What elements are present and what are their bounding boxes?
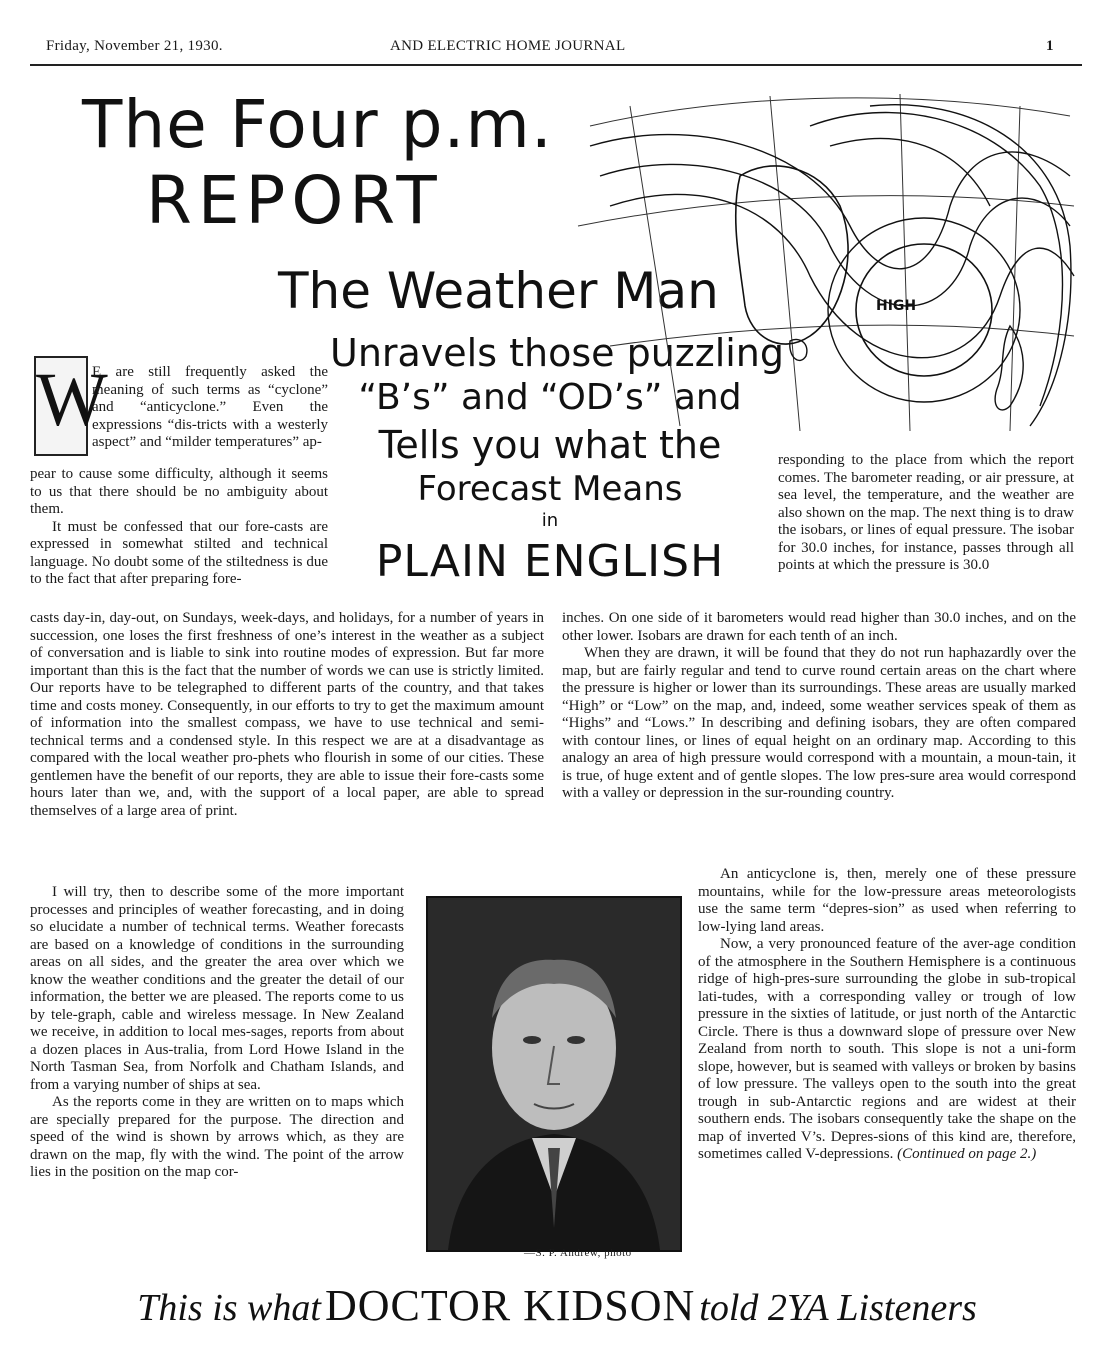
article-text (698, 936, 1076, 1164)
isobar-line (600, 164, 1070, 306)
weather-map (570, 86, 1078, 438)
page-header (38, 38, 1078, 62)
deck-line-5: in (541, 510, 559, 531)
deck-line-1: Unravels those puzzling (330, 331, 785, 375)
isobar-line (610, 194, 1074, 357)
footer-banner (0, 1281, 1114, 1330)
map-longitude-line (770, 96, 800, 431)
portrait-drawing (428, 898, 680, 1250)
article-text-span: Now, a very pronounced feature of the aver-age condition of the atmosphere in the Southern Hemisphere is a continuous ridge of high-pres-sure surrounding the globe in sub-tropical lati-tudes, with a corresponding valley or trough of low pressure in the sixties of latitude, or just north of the Antarctic Circle. There is thus a downward slope of pressure over New Zealand from north to south. This slope is not a uni-form slope, however, but is seamed with valleys or broken by basins of low pressure. The valleys open to the south into the great trough in sub-Antarctic regions and are widest at their southern ends. The isobars consequently take the shape on the map of inverted V’s. Depres-sions of this kind are, therefore, sometimes called V-depressions. (698, 936, 1076, 1162)
article-wide-left (30, 610, 544, 820)
footer-part-3: told 2YA Listeners (699, 1287, 977, 1329)
headline-line-2: REPORT (146, 162, 443, 239)
article-text: When they are drawn, it will be found that they do not run haphazardly over the map, but are fairly regular and tend to curve round certain areas on the chart where the pressure is higher or lower than its surroundings. These areas are usually marked “High” or “Low” on the map, and, indeed, some weather services speak of them as “Highs” and “Lows.” In describing and defining isobars, they are often compared with contour lines, or lines of equal height on an ordinary map. According to this analogy an area of high pressure would correspond with a mountain, a moun-tain, it is true, of huge extent and of gentle slopes. The low pres-sure area would correspond with a valley or depression in the sur-rounding country. (562, 645, 1076, 801)
deck-line-3: Tells you what the (378, 423, 722, 467)
portrait-photo (426, 896, 682, 1252)
footer-part-1: This is what (137, 1287, 321, 1329)
article-text: E are still frequently asked the meaning of such terms as “cyclone” and “anticyclone.” Even the expressions “dis-tricts with a westerly aspect” and “milder temperatures” ap- (92, 364, 328, 450)
portrait-eye (567, 1036, 585, 1044)
map-latitude-line (590, 98, 1070, 126)
article-text: pear to cause some difficulty, although it seems to us that there should be no ambiguity about them. (30, 466, 328, 517)
footer-part-2: DOCTOR KIDSON (324, 1281, 696, 1330)
map-latitude-line (578, 196, 1074, 226)
map-longitude-line (900, 94, 910, 431)
isobar-line (590, 135, 1070, 269)
headline-line-3: The Weather Man (278, 262, 719, 320)
drop-cap-letter: W (36, 358, 108, 442)
article-text: It must be confessed that our fore-casts are expressed in somewhat stilted and technical language. No doubt some of the stiltedness is due to the fact that after preparing fore- (30, 518, 328, 587)
header-page-number: 1 (1046, 38, 1054, 54)
article-text: An anticyclone is, then, merely one of these pressure mountains, while for the low-pressure areas meteorologists use the same term “depres-sion” as used when referring to low-lying land areas. (698, 866, 1076, 935)
article-text: I will try, then to describe some of the more important processes and principles of weather forecasting, and in doing so elucidate a number of technical terms. Weather forecasts are based on a knowledge of conditions in the surrounding areas on all sides, and the greater the area over which we know the weather conditions and the greater the detail of our information, the better we are pleased. The reports come to us by tele-graph, cable and wireless message. In New Zealand we receive, in addition to local mes-sages, reports from about a dozen places in Aus-tralia, from Lord Howe Island in the North Tasman Sea, from Norfolk and Chatham Islands, and from a varying number of ships at sea. (30, 884, 404, 1093)
map-australia-coast (736, 166, 848, 344)
article-text: responding to the place from which the report comes. The barometer reading, or air pressure, at sea level, the temperature, and the weather are also shown on the map. The next thing is to draw the isobars, or lines of equal pressure. The isobar for 30.0 inches, for instance, passes through all points at which the pressure is 30.0 (778, 452, 1074, 573)
weather-map-drawing (570, 86, 1078, 438)
article-right-mid (562, 610, 1076, 803)
header-date: Friday, November 21, 1930. (46, 38, 223, 54)
header-rule (30, 64, 1082, 66)
deck-line-6: PLAIN ENGLISH (375, 536, 725, 587)
article-left-lower (30, 466, 328, 589)
drop-cap (34, 356, 108, 456)
isobar-line (870, 105, 1071, 426)
map-high-label: HIGH (876, 298, 917, 314)
article-para1-lead (92, 364, 328, 452)
headline-line-1: The Four p.m. (82, 86, 553, 163)
portrait-eye (523, 1036, 541, 1044)
map-longitude-line (630, 106, 680, 426)
photo-credit: —S. P. Andrew, photo (524, 1247, 632, 1259)
deck-line-4: Forecast Means (417, 469, 683, 509)
article-text: As the reports come in they are written on to maps which are specially prepared for the purpose. The direction and speed of the wind is shown by arrows which, as they are drawn on the map, fly with the wind. The point of the arrow lies in the position on the map cor- (30, 1094, 404, 1180)
article-text: casts day-in, day-out, on Sundays, week-days, and holidays, for a number of years in succession, one loses the first freshness of one’s interest in the weather as a subject of conversation and is liable to sink into routine modes of expression. But far more important than this is the fact that the number of words we can use is strictly limited. Our reports have to be telegraphed to different parts of the country, and that takes time and costs money. Consequently, in our efforts to try to get the maximum amount of information into the smallest compass, we have to use technical and semi-technical terms and a condensed style. In this respect we are at a disadvantage as compared with the local weather pro-phets who flourish in some of our cities. These gentlemen have the benefit of our reports, they are able to issue their fore-casts some hours later than we, and, with the support of a local paper, are able to spread themselves of a large area of print. (30, 610, 544, 819)
continued-note: (Continued on page 2.) (897, 1146, 1037, 1162)
article-right-bottom (698, 866, 1076, 1164)
deck-line-2: “B’s” and “OD’s” and (358, 377, 742, 418)
article-text: inches. On one side of it barometers would read higher than 30.0 inches, and on the other lower. Isobars are drawn for each tenth of an inch. (562, 610, 1076, 644)
header-publication: AND ELECTRIC HOME JOURNAL (390, 38, 626, 54)
article-right-top (778, 452, 1074, 575)
article-left-bottom (30, 884, 404, 1182)
